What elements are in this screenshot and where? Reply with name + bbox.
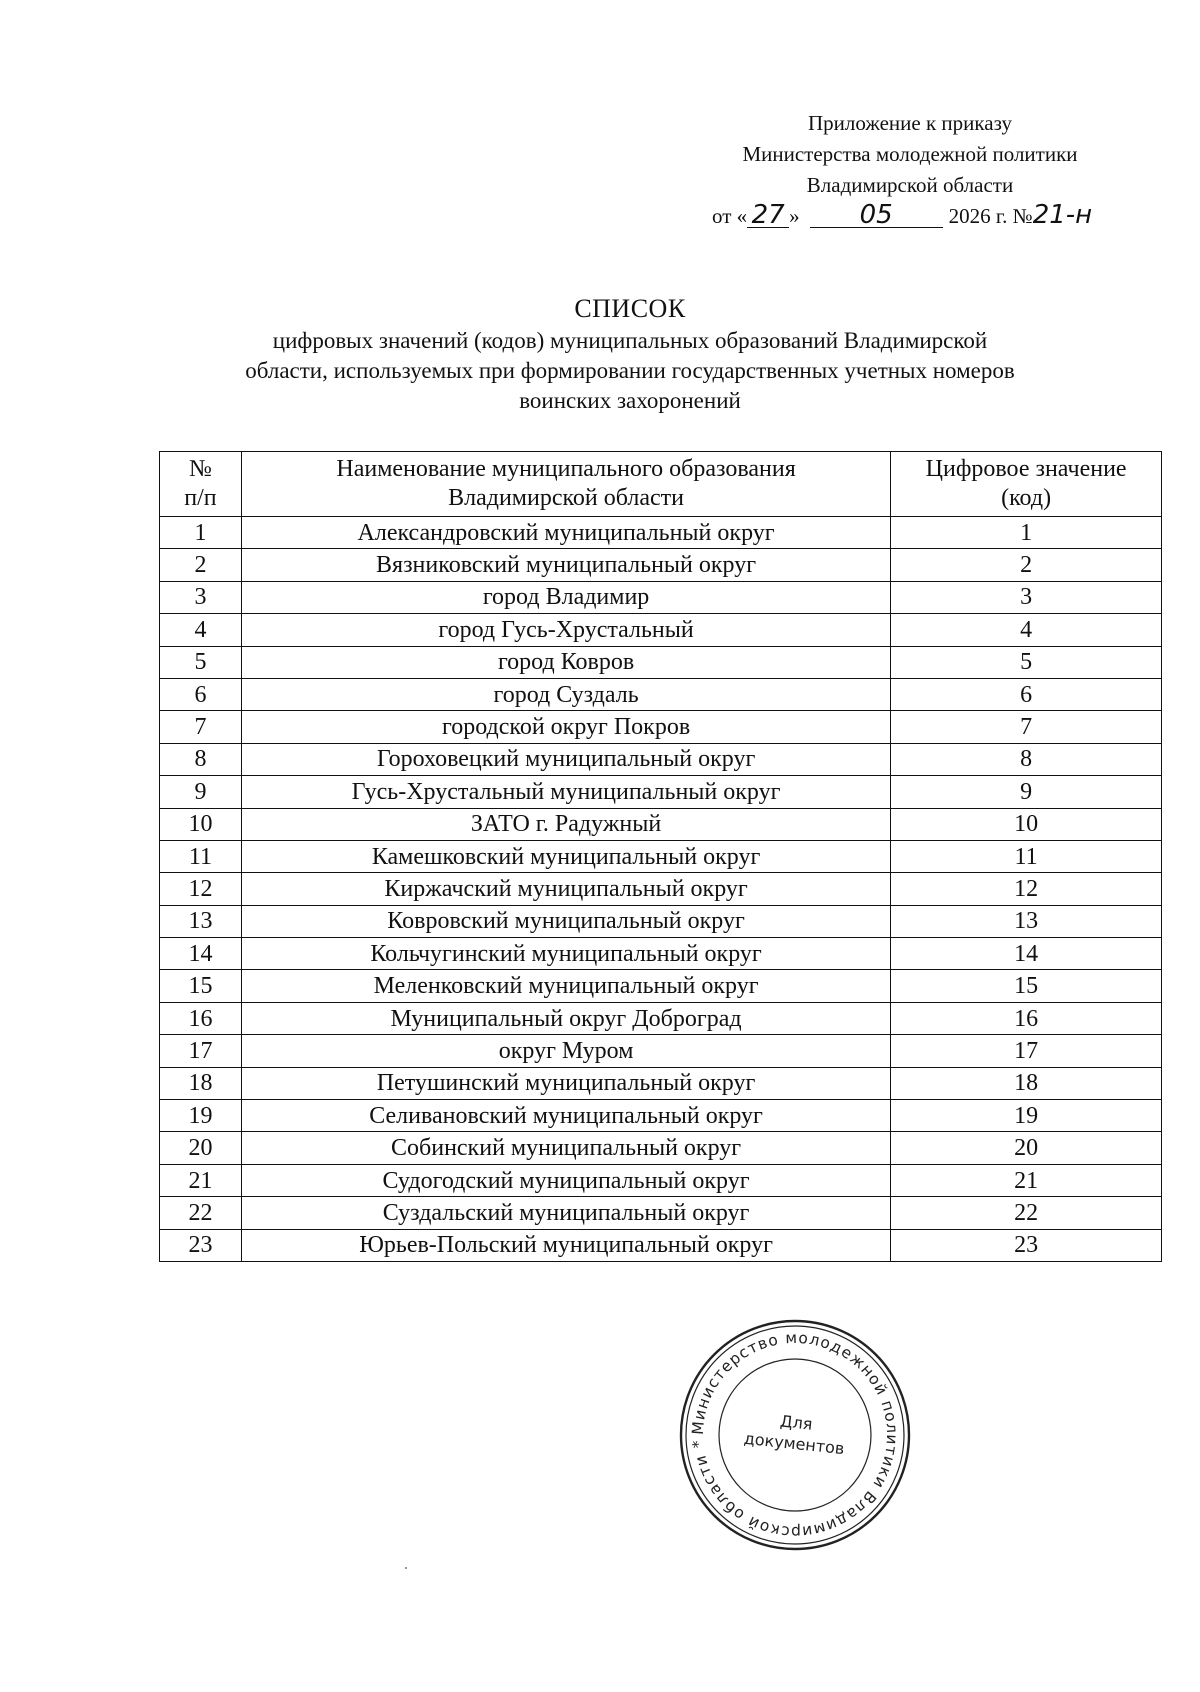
table-row [160, 873, 1162, 905]
table-row [160, 808, 1162, 840]
header-number-line-1: № [189, 456, 212, 482]
stamp-center-line-1: Для [779, 1411, 814, 1434]
cell-name: Собинский муниципальный округ [241, 1132, 890, 1164]
cell-name: Александровский муниципальный округ [241, 517, 890, 549]
title-sub-line-3: воинских захоронений [519, 388, 741, 413]
cell-number: 21 [160, 1164, 242, 1196]
title-main: СПИСОК [574, 294, 686, 323]
year-text: 2026 г. № [948, 204, 1033, 228]
handwritten-day: 27 [747, 203, 789, 228]
table-body [160, 517, 1162, 1262]
municipality-codes-table [159, 451, 1162, 1262]
header-number-line-2: п/п [184, 485, 217, 511]
cell-name: Судогодский муниципальный округ [241, 1164, 890, 1196]
table-row [160, 776, 1162, 808]
cell-number: 8 [160, 743, 242, 775]
cell-code: 14 [891, 938, 1162, 970]
table-row [160, 905, 1162, 937]
cell-code: 23 [891, 1229, 1162, 1261]
cell-number: 16 [160, 1002, 242, 1034]
cell-number: 14 [160, 938, 242, 970]
header-name [241, 452, 890, 517]
header-line-3: Владимирской области [806, 173, 1014, 197]
cell-code: 8 [891, 743, 1162, 775]
cell-code: 3 [891, 581, 1162, 613]
cell-code: 21 [891, 1164, 1162, 1196]
cell-number: 12 [160, 873, 242, 905]
cell-name: Меленковский муниципальный округ [241, 970, 890, 1002]
cell-number: 5 [160, 646, 242, 678]
cell-number: 20 [160, 1132, 242, 1164]
document-title [140, 292, 1120, 416]
cell-name: Муниципальный округ Доброград [241, 1002, 890, 1034]
cell-number: 4 [160, 614, 242, 646]
title-sub-line-2: области, используемых при формировании государственных учетных номеров [245, 358, 1015, 383]
cell-number: 18 [160, 1067, 242, 1099]
cell-code: 18 [891, 1067, 1162, 1099]
handwritten-month: 05 [810, 203, 943, 228]
table-row [160, 549, 1162, 581]
cell-name: город Владимир [241, 581, 890, 613]
cell-code: 1 [891, 517, 1162, 549]
header-number [160, 452, 242, 517]
table-header-row [160, 452, 1162, 517]
cell-number: 7 [160, 711, 242, 743]
table-row [160, 711, 1162, 743]
cell-code: 4 [891, 614, 1162, 646]
cell-name: Гороховецкий муниципальный округ [241, 743, 890, 775]
cell-number: 6 [160, 678, 242, 710]
cell-number: 19 [160, 1100, 242, 1132]
header-name-line-1: Наименование муниципального образования [336, 456, 796, 482]
cell-name: Киржачский муниципальный округ [241, 873, 890, 905]
scan-speck [405, 1567, 407, 1569]
header-code-line-1: Цифровое значение [925, 456, 1127, 482]
cell-number: 13 [160, 905, 242, 937]
cell-number: 2 [160, 549, 242, 581]
cell-number: 23 [160, 1229, 242, 1261]
cell-name: город Ковров [241, 646, 890, 678]
table-row [160, 1132, 1162, 1164]
table-row [160, 1002, 1162, 1034]
table-row [160, 743, 1162, 775]
header-line-2: Министерства молодежной политики [742, 142, 1078, 166]
cell-name: город Гусь-Хрустальный [241, 614, 890, 646]
cell-number: 10 [160, 808, 242, 840]
cell-code: 22 [891, 1197, 1162, 1229]
cell-code: 11 [891, 840, 1162, 872]
cell-code: 16 [891, 1002, 1162, 1034]
table-row [160, 1197, 1162, 1229]
cell-name: Ковровский муниципальный округ [241, 905, 890, 937]
table-row [160, 646, 1162, 678]
table-row [160, 1067, 1162, 1099]
cell-code: 12 [891, 873, 1162, 905]
table-row [160, 938, 1162, 970]
cell-code: 7 [891, 711, 1162, 743]
cell-name: Камешковский муниципальный округ [241, 840, 890, 872]
cell-name: округ Муром [241, 1035, 890, 1067]
cell-code: 6 [891, 678, 1162, 710]
cell-code: 13 [891, 905, 1162, 937]
cell-name: Кольчугинский муниципальный округ [241, 938, 890, 970]
table-row [160, 840, 1162, 872]
cell-code: 20 [891, 1132, 1162, 1164]
table-row [160, 970, 1162, 1002]
cell-code: 15 [891, 970, 1162, 1002]
cell-number: 15 [160, 970, 242, 1002]
table-row [160, 517, 1162, 549]
table-row [160, 614, 1162, 646]
table-row [160, 1164, 1162, 1196]
header-code-line-2: (код) [1001, 485, 1052, 511]
stamp-center-line-2: документов [742, 1428, 846, 1459]
header-line-1: Приложение к приказу [808, 111, 1012, 135]
date-prefix: от « [712, 204, 748, 228]
cell-name: город Суздаль [241, 678, 890, 710]
cell-code: 5 [891, 646, 1162, 678]
cell-number: 3 [160, 581, 242, 613]
cell-number: 17 [160, 1035, 242, 1067]
cell-name: Юрьев-Польский муниципальный округ [241, 1229, 890, 1261]
header-name-line-2: Владимирской области [448, 485, 684, 511]
cell-name: городской округ Покров [241, 711, 890, 743]
table-row [160, 1100, 1162, 1132]
cell-number: 11 [160, 840, 242, 872]
cell-code: 17 [891, 1035, 1162, 1067]
cell-number: 22 [160, 1197, 242, 1229]
cell-name: Суздальский муниципальный округ [241, 1197, 890, 1229]
table-row [160, 1229, 1162, 1261]
date-day-close: » [789, 204, 800, 228]
table-row [160, 581, 1162, 613]
header-code [891, 452, 1162, 517]
title-sub-line-1: цифровых значений (кодов) муниципальных образований Владимирской [272, 328, 988, 353]
handwritten-order-number: 21-н [1032, 200, 1093, 230]
cell-code: 10 [891, 808, 1162, 840]
cell-code: 9 [891, 776, 1162, 808]
cell-code: 2 [891, 549, 1162, 581]
table-row [160, 678, 1162, 710]
cell-name: Селивановский муниципальный округ [241, 1100, 890, 1132]
order-date-line [712, 201, 1120, 232]
cell-name: Гусь-Хрустальный муниципальный округ [241, 776, 890, 808]
cell-code: 19 [891, 1100, 1162, 1132]
cell-number: 9 [160, 776, 242, 808]
cell-name: Петушинский муниципальный округ [241, 1067, 890, 1099]
cell-number: 1 [160, 517, 242, 549]
stamp-ring-text: Министерство молодежной политики Владимирской области * [688, 1328, 902, 1542]
official-stamp [678, 1318, 912, 1552]
cell-name: ЗАТО г. Радужный [241, 808, 890, 840]
table-row [160, 1035, 1162, 1067]
cell-name: Вязниковский муниципальный округ [241, 549, 890, 581]
document-header [700, 108, 1120, 232]
